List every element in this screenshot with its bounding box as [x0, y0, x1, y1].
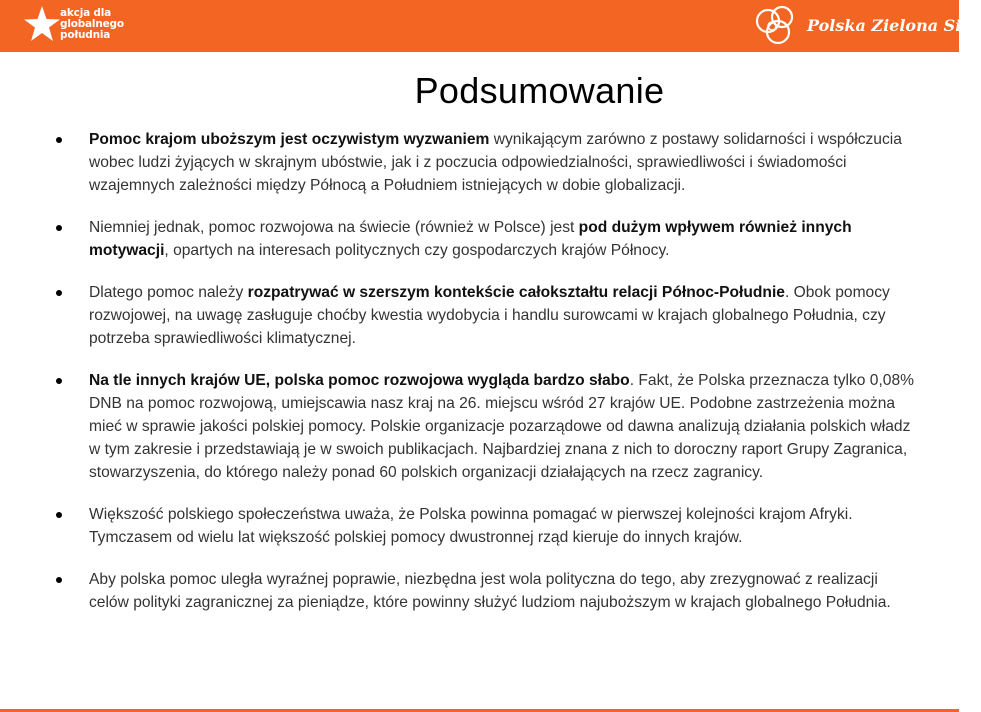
point-text: wynikającym zarówno z postawy solidarności i współczucia wobec ludzi żyjących w skrajnym ubóstwie, jak i z poczucia odpowiedzialności, sprawiedliwości i świadomości wzajemnych zależności między Północą a Południem istniejących w dobie globalizacji.	[89, 131, 902, 194]
logo-text-line1: akcja dla	[60, 7, 112, 19]
rings-logo-icon	[752, 4, 804, 48]
list-item	[56, 369, 916, 484]
bullet-icon	[56, 290, 62, 296]
list-item	[56, 568, 916, 614]
list-item	[56, 216, 916, 262]
list-item	[56, 281, 916, 350]
bullet-icon	[56, 512, 62, 518]
bullet-icon	[56, 137, 62, 143]
bullet-icon	[56, 577, 62, 583]
header-bar	[0, 0, 981, 52]
akcja-logo	[22, 4, 142, 48]
point-bold: pod dużym wpływem również innych motywacji	[89, 219, 852, 259]
page-title: Podsumowanie	[414, 70, 665, 111]
logo-text-line3: południa	[60, 29, 111, 41]
polska-zielona-siec-logo	[752, 4, 981, 48]
brand-name: Polska Zielona Sieć	[807, 16, 981, 35]
logo-text-line2: globalnego	[60, 18, 124, 30]
list-item	[56, 128, 916, 197]
point-text: Większość polskiego społeczeństwa uważa, że Polska powinna pomagać w pierwszej kolejności krajom Afryki. Tymczasem od wielu lat większość polskiej pomocy dwustronnej rząd kieruje do innych krajów.	[89, 506, 853, 546]
point-text: . Fakt, że Polska przeznacza tylko 0,08% DNB na pomoc rozwojową, umiejscawia nasz kraj na 26. miejscu wśród 27 krajów UE. Podobne zastrzeżenia można mieć w sprawie jakości polskiej pomocy. Polskie organizacje pozarządowe od dawna analizują działania polskich władz w tym zakresie i przedstawiają je w swoich publikacjach. Najbardziej znana z nich to doroczny raport Grupy Zagranica, stowarzyszenia, do którego należy ponad 60 polskich organizacji działających na rzecz zagranicy.	[89, 372, 914, 481]
bullet-icon	[56, 225, 62, 231]
point-bold: Pomoc krajom uboższym jest oczywistym wyzwaniem	[89, 131, 490, 148]
list-item	[56, 503, 916, 549]
point-text: . Obok pomocy rozwojowej, na uwagę zasługuje choćby kwestia wydobycia i handlu surowcami w krajach globalnego Południa, czy potrzeba sprawiedliwości klimatycznej.	[89, 284, 890, 347]
star-icon	[22, 4, 62, 46]
point-bold: rozpatrywać w szerszym kontekście całokształtu relacji Północ-Południe	[247, 284, 785, 301]
point-pre: Dlatego pomoc należy	[89, 284, 248, 301]
point-text: , opartych na interesach politycznych czy gospodarczych krajów Północy.	[164, 242, 670, 259]
point-text: Aby polska pomoc uległa wyraźnej poprawie, niezbędna jest wola polityczna do tego, aby zrezygnować z realizacji celów polityki zagranicznej za pieniądze, które powinny służyć ludziom najuboższym w krajach globalnego Południa.	[89, 571, 891, 611]
bullet-icon	[56, 378, 62, 384]
summary-list	[56, 128, 916, 633]
point-bold: Na tle innych krajów UE, polska pomoc rozwojowa wygląda bardzo słabo	[89, 372, 630, 389]
point-pre: Niemniej jednak, pomoc rozwojowa na świecie (również w Polsce) jest	[89, 219, 579, 236]
